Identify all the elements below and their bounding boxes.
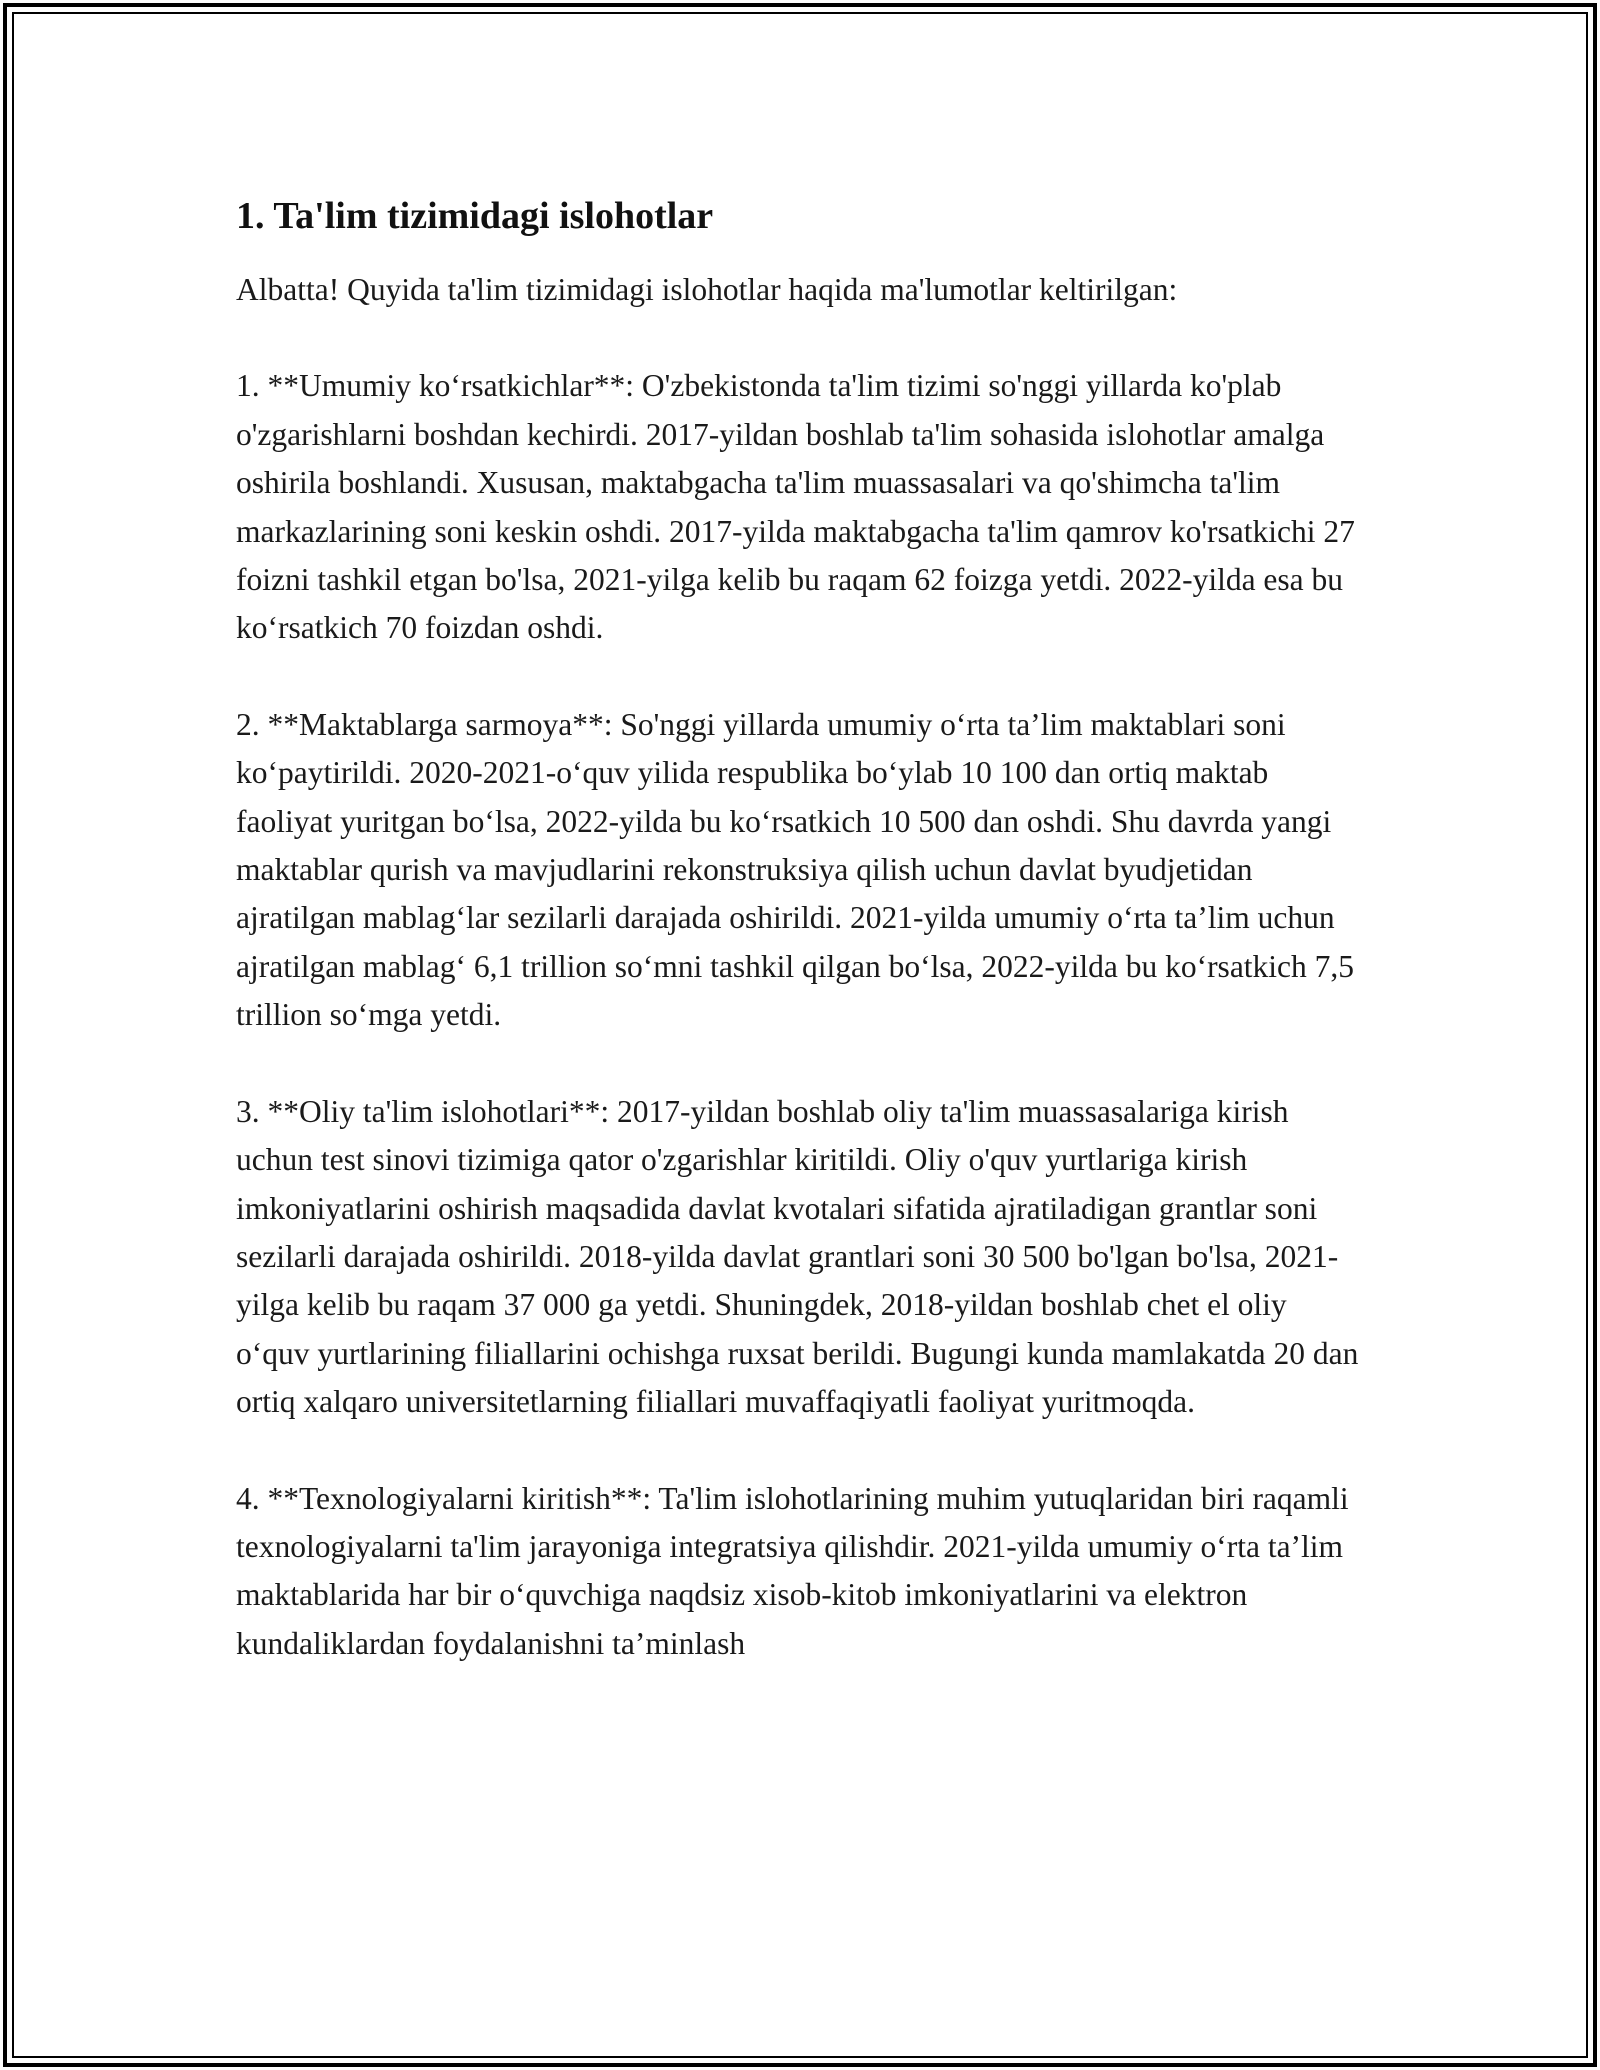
section-title: 1. Ta'lim tizimidagi islohotlar (236, 195, 714, 237)
paragraph-umumiy-korsatkichlar: 1. **Umumiy koʻrsatkichlar**: O'zbekistonda ta'lim tizimi so'nggi yillarda ko'plab o'zgarishlarni boshdan kechirdi. 2017-yildan boshlab ta'lim sohasida islohotlar amalga oshirila boshlandi. Xususan, maktabgacha ta'lim muassasalari va qo'shimcha ta'lim markazlarining soni keskin oshdi. 2017-yilda maktabgacha ta'lim qamrov ko'rsatkichi 27 foizni tashkil etgan bo'lsa, 2021-yilga kelib bu raqam 62 foizga yetdi. 2022-yilda esa bu koʻrsatkich 70 foizdan oshdi. (236, 368, 1355, 646)
paragraph-texnologiyalarni-kiritish: 4. **Texnologiyalarni kiritish**: Ta'lim islohotlarining muhim yutuqlaridan biri raqamli texnologiyalarni ta'lim jarayoniga integratsiya qilishdir. 2021-yilda umumiy oʻrta ta’lim maktablarida har bir oʻquvchiga naqdsiz xisob-kitob imkoniyatlarini va elektron kundaliklardan foydalanishni ta’minlash (236, 1480, 1349, 1661)
paragraph-maktablarga-sarmoya: 2. **Maktablarga sarmoya**: So'nggi yillarda umumiy oʻrta ta’lim maktablari soni koʻpaytirildi. 2020-2021-oʻquv yilida respublika boʻylab 10 100 dan ortiq maktab faoliyat yuritgan boʻlsa, 2022-yilda bu koʻrsatkich 10 500 dan oshdi. Shu davrda yangi maktablar qurish va mavjudlarini rekonstruksiya qilish uchun davlat byudjetidan ajratilgan mablagʻlar sezilarli darajada oshirildi. 2021-yilda umumiy oʻrta ta’lim uchun ajratilgan mablagʻ 6,1 trillion soʻmni tashkil qilgan boʻlsa, 2022-yilda bu koʻrsatkich 7,5 trillion soʻmga yetdi. (236, 706, 1355, 1033)
paragraph-oliy-talim-islohotlari: 3. **Oliy ta'lim islohotlari**: 2017-yildan boshlab oliy ta'lim muassasalariga kirish uchun test sinovi tizimiga qator o'zgarishlar kiritildi. Oliy o'quv yurtlariga kirish imkoniyatlarini oshirish maqsadida davlat kvotalari sifatida ajratiladigan grantlar soni sezilarli darajada oshirildi. 2018-yilda davlat grantlari soni 30 500 bo'lgan bo'lsa, 2021-yilga kelib bu raqam 37 000 ga yetdi. Shuningdek, 2018-yildan boshlab chet el oliy oʻquv yurtlarining filiallarini ochishga ruxsat berildi. Bugungi kunda mamlakatda 20 dan ortiq xalqaro universitetlarning filiallari muvaffaqiyatli faoliyat yuritmoqda. (236, 1093, 1359, 1420)
intro-paragraph: Albatta! Quyida ta'lim tizimidagi islohotlar haqida ma'lumotlar keltirilgan: (236, 272, 1178, 307)
document-page (236, 186, 1364, 1716)
